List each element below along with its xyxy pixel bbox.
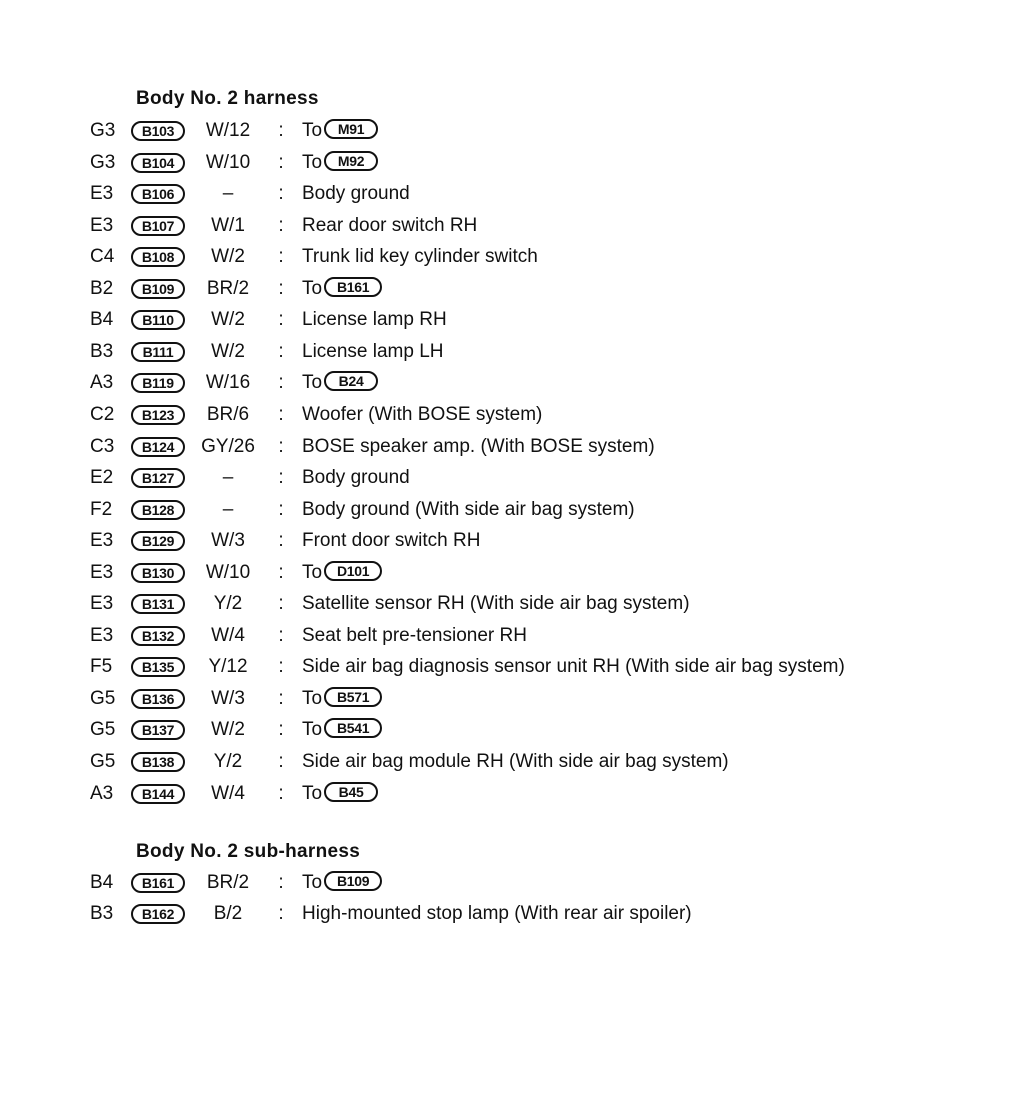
wire-spec: W/1 xyxy=(211,215,245,236)
connector-description xyxy=(302,401,542,429)
description-text: To xyxy=(302,278,323,299)
description-text: License lamp LH xyxy=(302,341,444,362)
wire-spec: W/16 xyxy=(205,372,251,393)
connector-badge: B108 xyxy=(131,247,185,267)
connector-row xyxy=(0,275,1032,303)
connector-badge: B138 xyxy=(131,752,185,772)
connector-description xyxy=(302,869,382,897)
description-text: Body ground xyxy=(302,183,410,204)
grid-reference: A3 xyxy=(90,783,114,804)
description-text: To xyxy=(302,688,323,709)
wire-spec: W/2 xyxy=(211,246,245,267)
connector-row xyxy=(0,149,1032,177)
connector-description xyxy=(302,496,635,524)
connector-row xyxy=(0,212,1032,240)
connector-badge: B109 xyxy=(131,279,185,299)
destination-connector-badge: B541 xyxy=(324,718,382,738)
grid-reference: G3 xyxy=(90,120,116,141)
description-text: Satellite sensor RH (With side air bag system) xyxy=(302,593,690,614)
section-title-body-no2-harness: Body No. 2 harness xyxy=(136,88,319,109)
connector-row xyxy=(0,869,1032,897)
description-text: Trunk lid key cylinder switch xyxy=(302,246,538,267)
separator-colon: : xyxy=(278,152,284,173)
wire-spec: W/4 xyxy=(211,625,245,646)
separator-colon: : xyxy=(278,562,284,583)
grid-reference: F2 xyxy=(90,499,113,520)
grid-reference: G3 xyxy=(90,152,116,173)
description-text: To xyxy=(302,783,323,804)
wire-spec: W/2 xyxy=(211,719,245,740)
description-text: Seat belt pre-tensioner RH xyxy=(302,625,527,646)
section-title-body-no2-sub-harness: Body No. 2 sub-harness xyxy=(136,841,361,862)
separator-colon: : xyxy=(278,436,284,457)
connector-badge: B162 xyxy=(131,904,185,924)
wire-spec: BR/2 xyxy=(206,872,250,893)
description-text: BOSE speaker amp. (With BOSE system) xyxy=(302,436,655,457)
destination-connector-badge: B109 xyxy=(324,871,382,891)
separator-colon: : xyxy=(278,688,284,709)
connector-badge: B107 xyxy=(131,216,185,236)
connector-description xyxy=(302,748,729,776)
description-text: To xyxy=(302,120,323,141)
connector-row xyxy=(0,622,1032,650)
grid-reference: B3 xyxy=(90,341,114,362)
grid-reference: B3 xyxy=(90,903,114,924)
wire-spec: W/2 xyxy=(211,341,245,362)
connector-badge: B124 xyxy=(131,437,185,457)
connector-row xyxy=(0,464,1032,492)
connector-description xyxy=(302,338,444,366)
connector-row xyxy=(0,496,1032,524)
connector-row xyxy=(0,117,1032,145)
separator-colon: : xyxy=(278,341,284,362)
description-text: High-mounted stop lamp (With rear air spoiler) xyxy=(302,903,692,924)
wire-spec: W/12 xyxy=(205,120,251,141)
connector-badge: B103 xyxy=(131,121,185,141)
connector-badge: B104 xyxy=(131,153,185,173)
grid-reference: G5 xyxy=(90,719,116,740)
grid-reference: E3 xyxy=(90,530,114,551)
grid-reference: G5 xyxy=(90,688,116,709)
separator-colon: : xyxy=(278,183,284,204)
connector-badge: B131 xyxy=(131,594,185,614)
connector-badge: B132 xyxy=(131,626,185,646)
connector-badge: B110 xyxy=(131,310,185,330)
separator-colon: : xyxy=(278,719,284,740)
connector-badge: B129 xyxy=(131,531,185,551)
separator-colon: : xyxy=(278,530,284,551)
connector-badge: B128 xyxy=(131,500,185,520)
grid-reference: B4 xyxy=(90,309,114,330)
separator-colon: : xyxy=(278,120,284,141)
connector-row xyxy=(0,243,1032,271)
connector-description xyxy=(302,685,382,713)
grid-reference: B2 xyxy=(90,278,114,299)
wire-spec: – xyxy=(222,499,234,520)
connector-row xyxy=(0,527,1032,555)
description-text: To xyxy=(302,562,323,583)
wire-spec: Y/2 xyxy=(213,593,243,614)
destination-connector-badge: B24 xyxy=(324,371,378,391)
wire-spec: – xyxy=(222,467,234,488)
separator-colon: : xyxy=(278,467,284,488)
wire-spec: W/4 xyxy=(211,783,245,804)
description-text: To xyxy=(302,152,323,173)
connector-row xyxy=(0,180,1032,208)
grid-reference: E3 xyxy=(90,183,114,204)
separator-colon: : xyxy=(278,872,284,893)
connector-description xyxy=(302,622,527,650)
connector-row xyxy=(0,401,1032,429)
connector-description xyxy=(302,117,378,145)
connector-row xyxy=(0,716,1032,744)
destination-connector-badge: B161 xyxy=(324,277,382,297)
connector-description xyxy=(302,900,692,928)
separator-colon: : xyxy=(278,751,284,772)
connector-badge: B127 xyxy=(131,468,185,488)
description-text: Side air bag module RH (With side air bag system) xyxy=(302,751,729,772)
description-text: To xyxy=(302,372,323,393)
connector-row xyxy=(0,338,1032,366)
connector-row xyxy=(0,653,1032,681)
wire-spec: W/10 xyxy=(205,562,251,583)
separator-colon: : xyxy=(278,499,284,520)
description-text: Front door switch RH xyxy=(302,530,481,551)
connector-description xyxy=(302,212,477,240)
description-text: Side air bag diagnosis sensor unit RH (With side air bag system) xyxy=(302,656,845,677)
separator-colon: : xyxy=(278,215,284,236)
connector-badge: B161 xyxy=(131,873,185,893)
connector-badge: B144 xyxy=(131,784,185,804)
wire-spec: W/2 xyxy=(211,309,245,330)
connector-description xyxy=(302,243,538,271)
separator-colon: : xyxy=(278,404,284,425)
connector-row xyxy=(0,685,1032,713)
connector-row xyxy=(0,590,1032,618)
separator-colon: : xyxy=(278,656,284,677)
description-text: To xyxy=(302,872,323,893)
connector-description xyxy=(302,527,480,555)
connector-row xyxy=(0,306,1032,334)
separator-colon: : xyxy=(278,372,284,393)
grid-reference: G5 xyxy=(90,751,116,772)
description-text: Rear door switch RH xyxy=(302,215,478,236)
connector-badge: B106 xyxy=(131,184,185,204)
wire-spec: W/3 xyxy=(211,530,245,551)
grid-reference: E3 xyxy=(90,593,114,614)
destination-connector-badge: B45 xyxy=(324,782,378,802)
grid-reference: A3 xyxy=(90,372,114,393)
connector-row xyxy=(0,748,1032,776)
separator-colon: : xyxy=(278,625,284,646)
connector-row xyxy=(0,433,1032,461)
grid-reference: C4 xyxy=(90,246,115,267)
destination-connector-badge: M92 xyxy=(324,151,378,171)
separator-colon: : xyxy=(278,246,284,267)
connector-description xyxy=(302,559,382,587)
connector-description xyxy=(302,149,378,177)
connector-description xyxy=(302,369,378,397)
separator-colon: : xyxy=(278,309,284,330)
description-text: Body ground (With side air bag system) xyxy=(302,499,635,520)
description-text: To xyxy=(302,719,323,740)
connector-description xyxy=(302,780,378,808)
connector-badge: B135 xyxy=(131,657,185,677)
wire-spec: BR/2 xyxy=(206,278,250,299)
destination-connector-badge: D101 xyxy=(324,561,382,581)
connector-description xyxy=(302,180,410,208)
connector-description xyxy=(302,433,655,461)
wire-spec: – xyxy=(222,183,234,204)
grid-reference: C3 xyxy=(90,436,115,457)
connector-row xyxy=(0,780,1032,808)
connector-badge: B111 xyxy=(131,342,185,362)
wire-spec: GY/26 xyxy=(201,436,255,457)
grid-reference: F5 xyxy=(90,656,113,677)
connector-row xyxy=(0,559,1032,587)
connector-description xyxy=(302,464,410,492)
connector-badge: B130 xyxy=(131,563,185,583)
grid-reference: C2 xyxy=(90,404,115,425)
connector-badge: B137 xyxy=(131,720,185,740)
grid-reference: E3 xyxy=(90,625,114,646)
connector-row xyxy=(0,369,1032,397)
destination-connector-badge: B571 xyxy=(324,687,382,707)
description-text: Body ground xyxy=(302,467,410,488)
description-text: Woofer (With BOSE system) xyxy=(302,404,543,425)
separator-colon: : xyxy=(278,903,284,924)
separator-colon: : xyxy=(278,278,284,299)
connector-badge: B136 xyxy=(131,689,185,709)
wire-spec: B/2 xyxy=(213,903,243,924)
connector-row xyxy=(0,900,1032,928)
wire-spec: W/10 xyxy=(205,152,251,173)
wire-spec: Y/12 xyxy=(208,656,248,677)
connector-description xyxy=(302,716,382,744)
connector-badge: B123 xyxy=(131,405,185,425)
grid-reference: B4 xyxy=(90,872,114,893)
separator-colon: : xyxy=(278,593,284,614)
connector-description xyxy=(302,275,382,303)
grid-reference: E3 xyxy=(90,562,114,583)
wire-spec: W/3 xyxy=(211,688,245,709)
wire-spec: Y/2 xyxy=(213,751,243,772)
wire-spec: BR/6 xyxy=(206,404,250,425)
description-text: License lamp RH xyxy=(302,309,447,330)
connector-description xyxy=(302,306,447,334)
grid-reference: E3 xyxy=(90,215,114,236)
connector-description xyxy=(302,653,845,681)
connector-description xyxy=(302,590,690,618)
separator-colon: : xyxy=(278,783,284,804)
connector-badge: B119 xyxy=(131,373,185,393)
grid-reference: E2 xyxy=(90,467,114,488)
destination-connector-badge: M91 xyxy=(324,119,378,139)
